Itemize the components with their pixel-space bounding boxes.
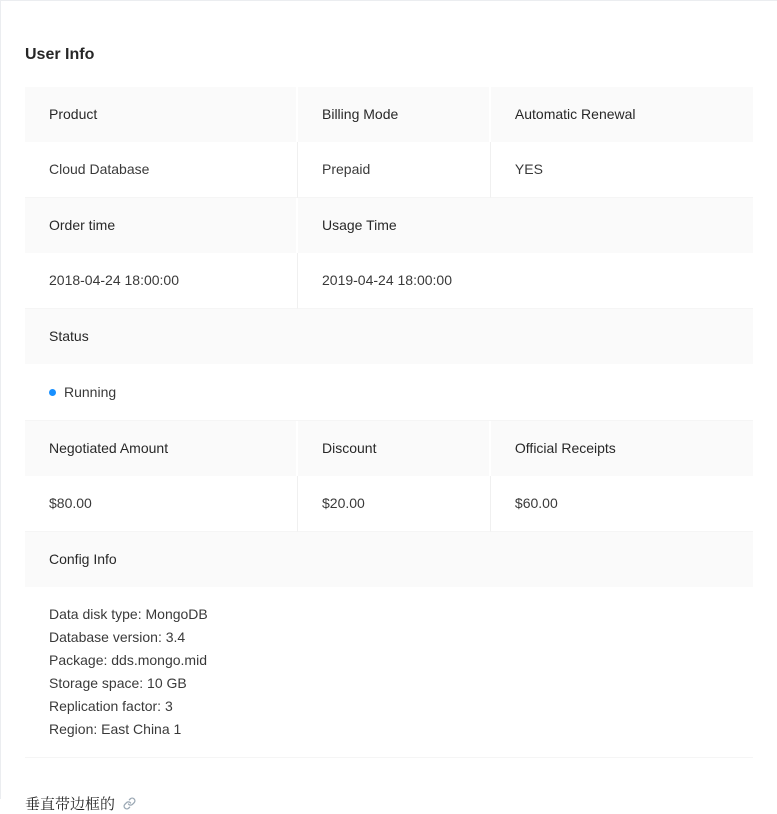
value-row (25, 253, 753, 309)
field-label-usage-time: Usage Time (298, 198, 753, 253)
next-section-title: 垂直带边框的 (25, 796, 116, 813)
label-row (25, 87, 753, 142)
field-value-discount: $20.00 (298, 476, 491, 532)
field-value-negotiated-amount: $80.00 (25, 476, 298, 532)
field-value-official-receipts: $60.00 (491, 476, 753, 532)
field-value-usage-time: 2019-04-24 18:00:00 (298, 253, 753, 309)
field-label-order-time: Order time (25, 198, 298, 253)
descriptions-table (25, 87, 753, 758)
label-row (25, 532, 753, 587)
value-row (25, 142, 753, 198)
label-row (25, 421, 753, 476)
field-label-status: Status (25, 309, 753, 364)
field-label-official-receipts: Official Receipts (491, 421, 753, 476)
config-line-region: Region: East China 1 (49, 721, 182, 737)
config-line-storage-space: Storage space: 10 GB (49, 675, 187, 691)
config-line-data-disk-type: Data disk type: MongoDB (49, 606, 208, 622)
processing-status-dot-icon (49, 389, 56, 396)
value-row (25, 364, 753, 421)
label-row (25, 198, 753, 253)
field-label-config-info: Config Info (25, 532, 753, 587)
field-value-automatic-renewal: YES (491, 142, 753, 198)
label-row (25, 309, 753, 364)
config-line-replication-factor: Replication factor: 3 (49, 698, 173, 714)
page-title: User Info (25, 46, 95, 63)
field-value-status (25, 364, 753, 421)
next-section-heading (25, 793, 753, 814)
field-label-automatic-renewal: Automatic Renewal (491, 87, 753, 142)
value-row (25, 476, 753, 532)
anchor-link-icon[interactable] (123, 797, 136, 810)
field-label-negotiated-amount: Negotiated Amount (25, 421, 298, 476)
config-line-database-version: Database version: 3.4 (49, 629, 186, 645)
field-label-product: Product (25, 87, 298, 142)
config-line-package: Package: dds.mongo.mid (49, 652, 207, 668)
value-row (25, 587, 753, 758)
field-value-order-time: 2018-04-24 18:00:00 (25, 253, 298, 309)
field-value-billing-mode: Prepaid (298, 142, 491, 198)
status-badge (49, 381, 116, 404)
field-label-billing-mode: Billing Mode (298, 87, 491, 142)
field-value-config-info (25, 587, 753, 758)
field-label-discount: Discount (298, 421, 491, 476)
field-value-product: Cloud Database (25, 142, 298, 198)
status-text: Running (64, 384, 117, 400)
